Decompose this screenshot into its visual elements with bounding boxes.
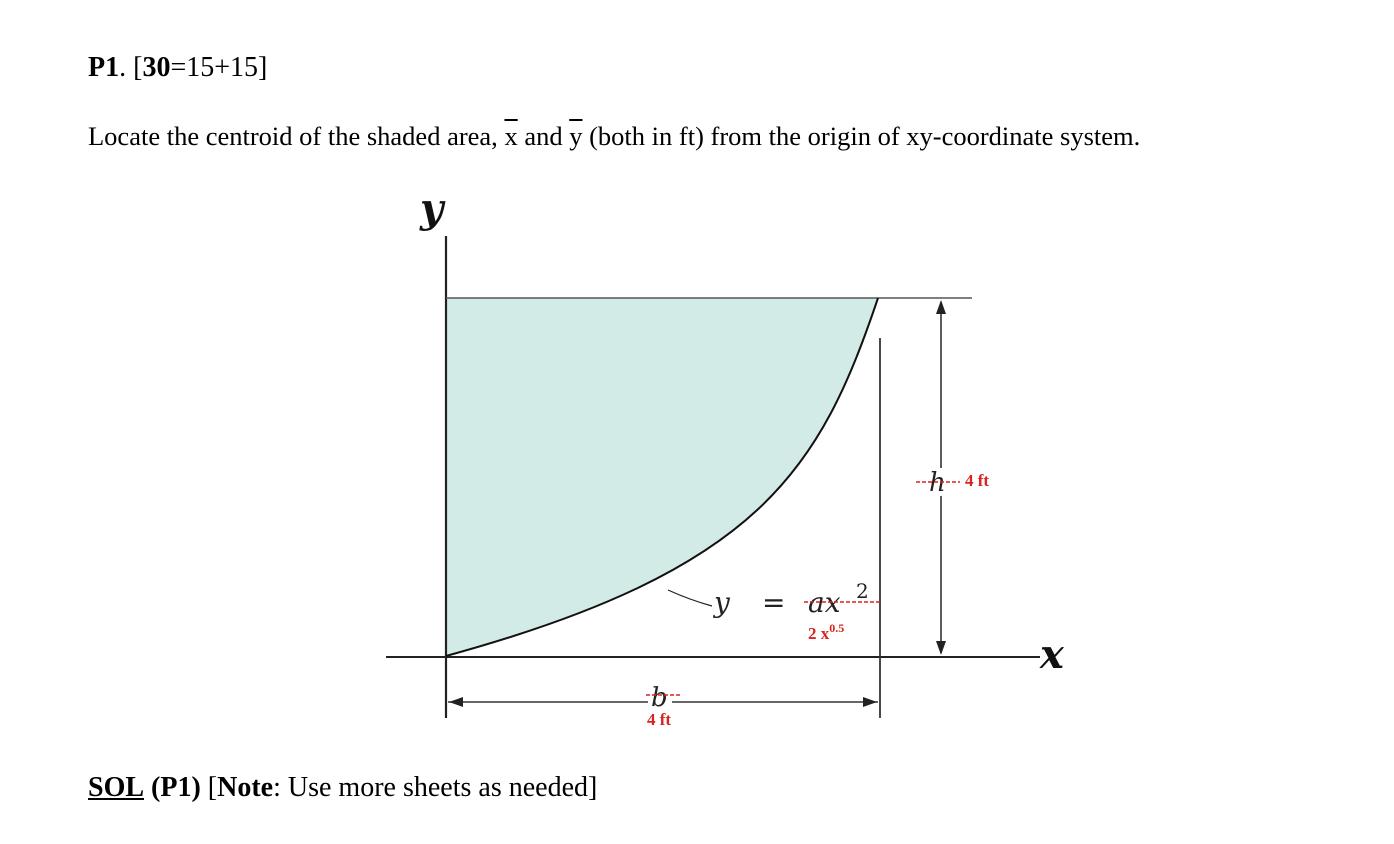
problem-statement: Locate the centroid of the shaded area, $\overline{x}$ and $\overline{y}$ (both in ft) from the origin of xy-coordinate system. <box>88 121 1141 151</box>
curve-exponent: 2 <box>856 579 869 603</box>
curve-equals: = <box>762 586 786 619</box>
curve-replacement: 2 $x^{0.5}$ <box>808 621 845 643</box>
base-arrow-left <box>449 697 463 707</box>
curve-lhs: y <box>714 586 730 619</box>
height-symbol: h <box>929 468 946 498</box>
ybar-symbol: $\overline{y}$ <box>569 121 583 151</box>
note-label: Note <box>217 772 274 803</box>
base-symbol: b <box>651 683 668 713</box>
height-arrow-bottom <box>936 641 946 655</box>
sol-label: SOL <box>88 772 145 803</box>
x-axis-label: x <box>1040 631 1064 678</box>
points-split: =15+15] <box>170 52 268 83</box>
height-value: 4 ft <box>965 471 990 490</box>
curve-rhs: ax <box>808 586 841 619</box>
note-text: : Use more sheets as needed] <box>273 772 598 803</box>
base-arrow-right <box>863 697 877 707</box>
curve-leader <box>668 590 712 606</box>
xbar-symbol: $\overline{x}$ <box>504 121 518 151</box>
solution-line: SOL (P1) [Note: Use more sheets as needed] <box>88 772 598 803</box>
height-arrow-top <box>936 300 946 314</box>
y-axis-label: y <box>420 185 444 232</box>
sol-ref: (P1) <box>151 772 201 803</box>
problem-id: P1 <box>88 52 120 83</box>
points-total: 30 <box>142 52 171 83</box>
base-value: 4 ft <box>647 710 672 729</box>
problem-heading: P1. [30=15+15] <box>88 52 268 83</box>
